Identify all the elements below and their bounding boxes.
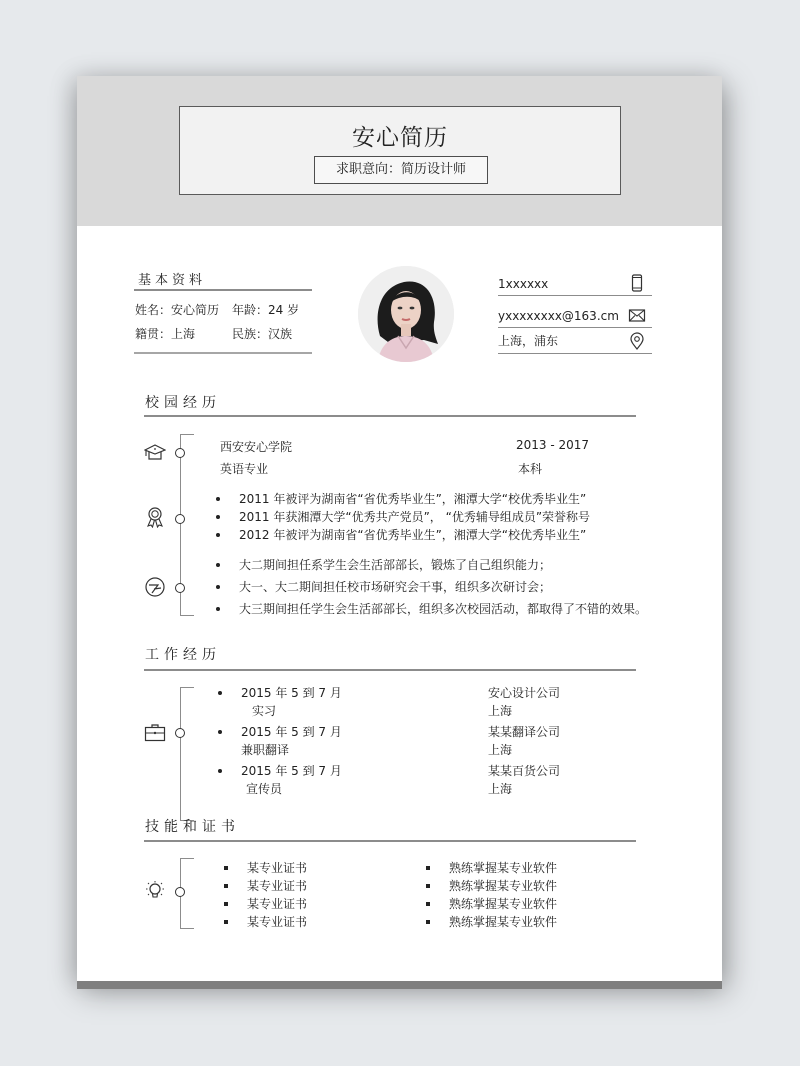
portrait-image	[358, 266, 454, 362]
work-city: 上海	[488, 782, 513, 796]
title-box	[179, 106, 621, 195]
contact-email-row	[498, 302, 652, 328]
certificate-item: 某专业证书	[224, 877, 307, 895]
campus-section-rule	[144, 415, 636, 417]
lightbulb-icon	[144, 880, 166, 902]
bullet-dot	[218, 769, 222, 773]
campus-section-title: 校园经历	[145, 395, 221, 411]
basic-ethnicity: 民族：汉族	[232, 327, 293, 341]
contact-address-row	[498, 328, 652, 354]
skill-item: 熟练掌握某专业软件	[426, 913, 557, 931]
contact-email: yxxxxxxxx@163.cm	[498, 309, 619, 323]
certificates-list	[224, 859, 307, 931]
avatar	[358, 266, 454, 362]
contact-phone: 1xxxxxx	[498, 277, 549, 291]
campus-node-honors	[175, 514, 185, 524]
header-band	[77, 76, 722, 226]
job-intent: 求职意向：简历设计师	[314, 156, 488, 184]
skills-node	[175, 887, 185, 897]
resume-name: 安心简历	[352, 125, 448, 151]
basic-info-title: 基本资料	[138, 273, 207, 288]
software-skills-list	[426, 859, 557, 931]
briefcase-icon	[144, 722, 166, 744]
contact-address: 上海，浦东	[498, 334, 559, 348]
honor-item: 2012 年被评为湖南省“省优秀毕业生”，湘潭大学“校优秀毕业生”	[216, 526, 590, 544]
graduation-cap-icon	[144, 442, 166, 464]
skill-item: 熟练掌握某专业软件	[426, 877, 557, 895]
basic-age: 年龄：24 岁	[232, 303, 300, 317]
basic-info-bottom-rule	[134, 352, 312, 354]
campus-node-activities	[175, 583, 185, 593]
work-company: 某某翻译公司	[488, 725, 561, 739]
work-company: 某某百货公司	[488, 764, 561, 778]
award-ribbon-icon	[144, 506, 166, 528]
campus-node-education	[175, 448, 185, 458]
basic-info-top-rule	[134, 289, 312, 291]
contact-phone-row	[498, 270, 652, 296]
work-role: 实习	[252, 704, 277, 718]
work-company: 安心设计公司	[488, 686, 561, 700]
activity-item: 大二期间担任系学生会生活部部长，锻炼了自己组织能力；	[216, 556, 647, 578]
location-pin-icon	[628, 332, 646, 350]
basic-name: 姓名：安心简历	[135, 303, 220, 317]
work-city: 上海	[488, 704, 513, 718]
work-period: 2015 年 5 到 7 月	[241, 686, 342, 700]
certificate-item: 某专业证书	[224, 859, 307, 877]
work-period: 2015 年 5 到 7 月	[241, 725, 342, 739]
mail-icon	[628, 306, 646, 324]
activity-item: 大三期间担任学生会生活部部长，组织多次校园活动，都取得了不错的效果。	[216, 600, 647, 622]
skill-item: 熟练掌握某专业软件	[426, 859, 557, 877]
campus-degree: 本科	[518, 462, 543, 476]
certificate-item: 某专业证书	[224, 913, 307, 931]
bullet-dot	[218, 730, 222, 734]
work-section-title: 工作经历	[145, 647, 221, 663]
work-role: 兼职翻译	[241, 743, 290, 757]
bullet-dot	[218, 691, 222, 695]
resume-page	[77, 76, 722, 981]
work-section-rule	[144, 669, 636, 671]
certificate-item: 某专业证书	[224, 895, 307, 913]
activity-item: 大一、大二期间担任校市场研究会干事，组织多次研讨会；	[216, 578, 647, 600]
work-role: 宣传员	[246, 782, 283, 796]
basic-hometown: 籍贯：上海	[135, 327, 196, 341]
work-city: 上海	[488, 743, 513, 757]
work-timeline	[180, 687, 194, 821]
honor-item: 2011 年获湘潭大学“优秀共产党员”， “优秀辅导组成员”荣誉称号	[216, 508, 590, 526]
campus-years: 2013 - 2017	[516, 438, 590, 452]
activity-badge-icon	[144, 576, 166, 598]
campus-school: 西安安心学院	[220, 440, 293, 454]
campus-activities-list	[216, 556, 647, 622]
phone-icon	[628, 274, 646, 292]
campus-honors-list	[216, 490, 590, 544]
honor-item: 2011 年被评为湖南省“省优秀毕业生”，湘潭大学“校优秀毕业生”	[216, 490, 590, 508]
work-node	[175, 728, 185, 738]
work-period: 2015 年 5 到 7 月	[241, 764, 342, 778]
skills-section-title: 技能和证书	[145, 819, 240, 835]
skill-item: 熟练掌握某专业软件	[426, 895, 557, 913]
skills-section-rule	[144, 840, 636, 842]
campus-major: 英语专业	[220, 462, 269, 476]
